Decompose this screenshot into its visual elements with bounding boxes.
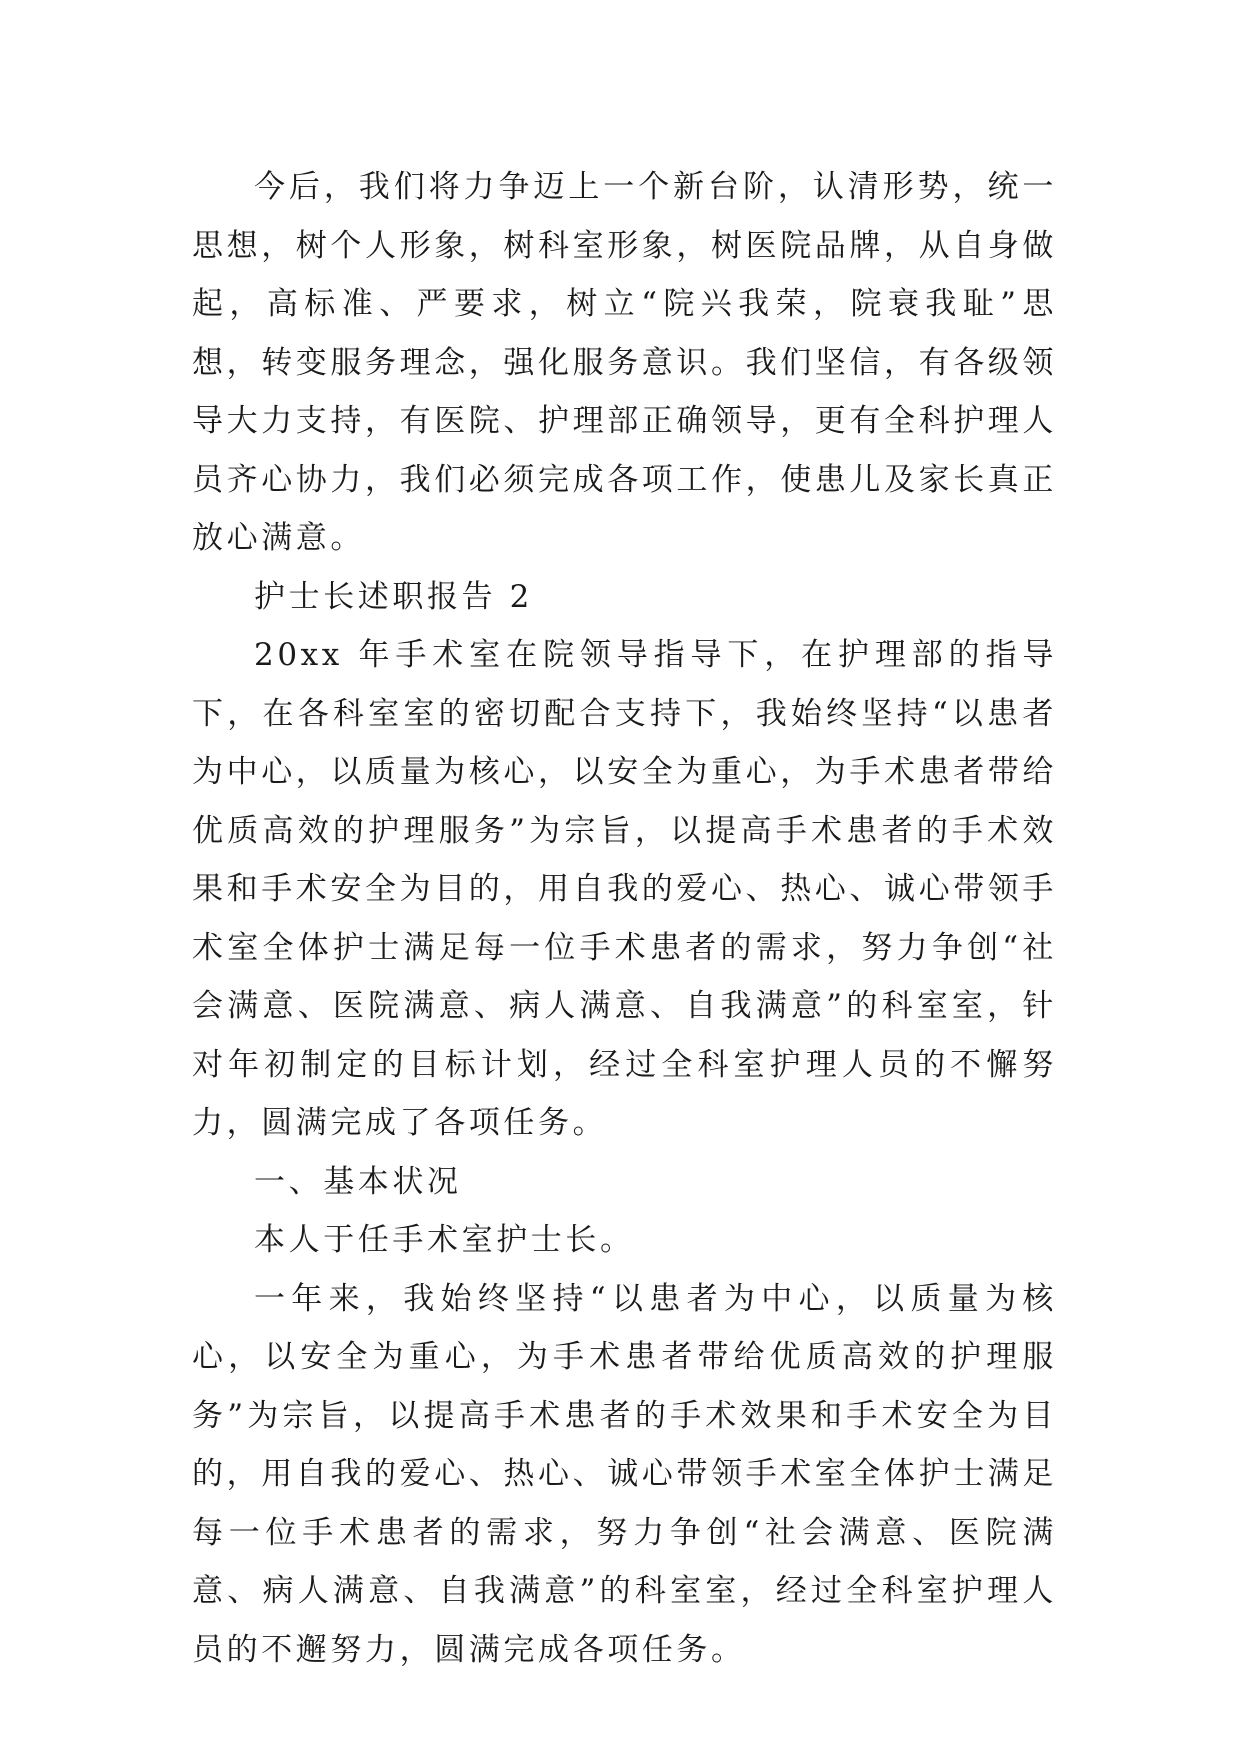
document-body <box>192 158 1057 1679</box>
paragraph-closing-remarks: 今后，我们将力争迈上一个新台阶，认清形势，统一思想，树个人形象，树科室形象，树医院品牌，从自身做起，高标准、严要求，树立“院兴我荣，院衰我耻”思想，转变服务理念，强化服务意识。我们坚信，有各级领导大力支持，有医院、护理部正确领导，更有全科护理人员齐心协力，我们必须完成各项工作，使患儿及家长真正放心满意。 <box>192 169 1057 556</box>
section-heading-report-2: 护士长述职报告 2 <box>254 578 533 615</box>
paragraph-appointment: 本人于任手术室护士长。 <box>254 1222 635 1258</box>
paragraph-year-review: 一年来，我始终坚持“以患者为中心，以质量为核心，以安全为重心，为手术患者带给优质高效的护理服务”为宗旨，以提高手术患者的手术效果和手术安全为目的，用自我的爱心、热心、诚心带领手术室全体护士满足每一位手术患者的需求，努力争创“社会满意、医院满意、病人满意、自我满意”的科室室，经过全科室护理人员的不邂努力，圆满完成各项任务。 <box>192 1280 1057 1668</box>
paragraph-annual-summary: 20xx 年手术室在院领导指导下，在护理部的指导下，在各科室室的密切配合支持下，我始终坚持“以患者为中心，以质量为核心，以安全为重心，为手术患者带给优质高效的护理服务”为宗旨，以提高手术患者的手术效果和手术安全为目的，用自我的爱心、热心、诚心带领手术室全体护士满足每一位手术患者的需求，努力争创“社会满意、医院满意、病人满意、自我满意”的科室室，针对年初制定的目标计划，经过全科室护理人员的不懈努力，圆满完成了各项任务。 <box>192 637 1057 1141</box>
section-heading-basic-status: 一、基本状况 <box>254 1163 462 1200</box>
